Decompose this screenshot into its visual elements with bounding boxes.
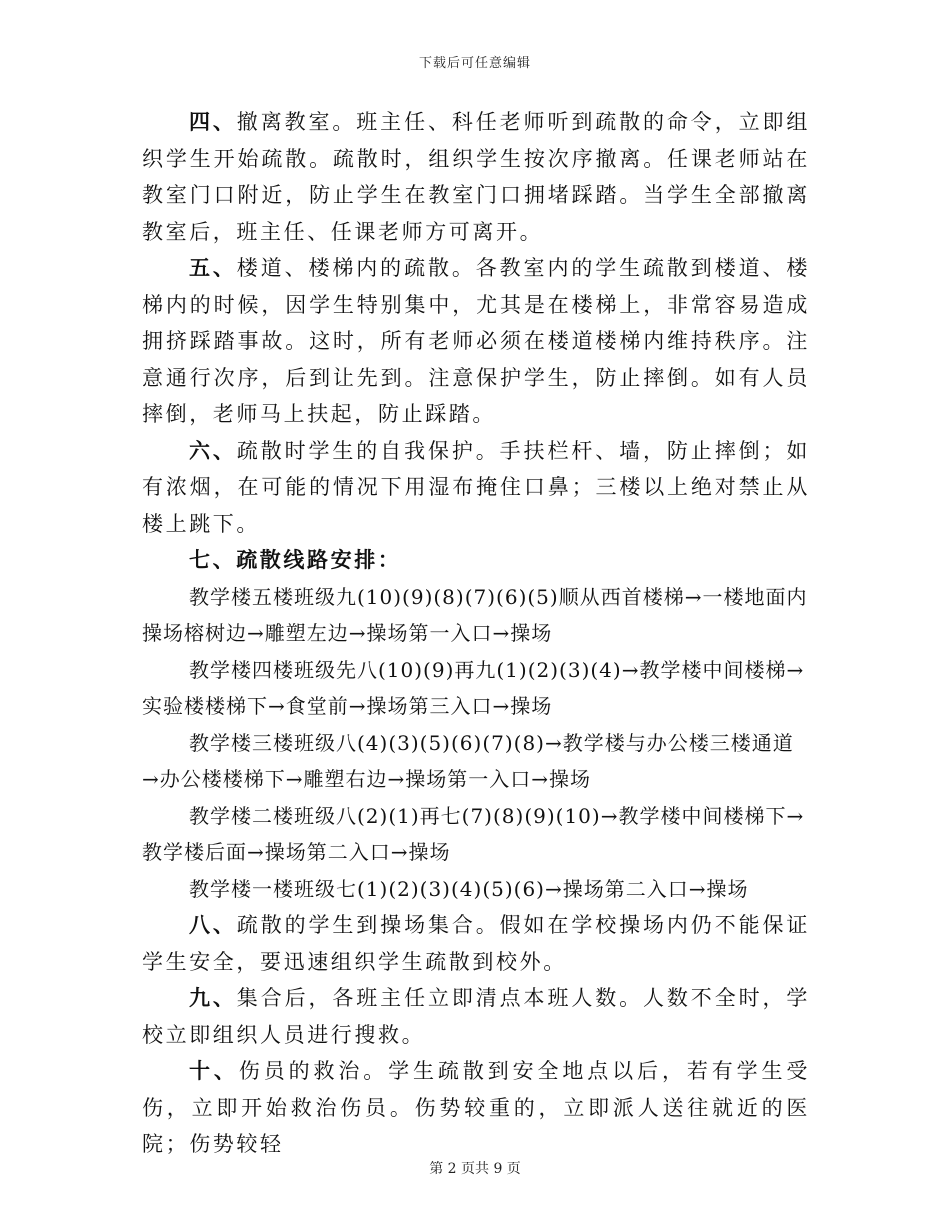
page-header: 下载后可任意编辑	[418, 56, 531, 71]
section-six	[142, 433, 810, 543]
section-text: 伤员的救治。学生疏散到安全地点以后，若有学生受伤，立即开始救治伤员。伤势较重的，立即派人送往就近的医院；伤势较轻	[142, 1059, 810, 1156]
section-nine	[142, 980, 810, 1053]
section-text: 疏散时学生的自我保护。手扶栏杆、墙，防止摔倒；如有浓烟，在可能的情况下用湿布掩住口鼻；三楼以上绝对禁止从楼上跳下。	[142, 438, 810, 536]
section-number: 五、	[189, 256, 237, 280]
route-item: 教学楼五楼班级九(10)(9)(8)(7)(6)(5)顺从西首楼梯→一楼地面内操场榕树边→雕塑左边→操场第一入口→操场	[142, 584, 808, 645]
route-item: 教学楼二楼班级八(2)(1)再七(7)(8)(9)(10)→教学楼中间楼梯下→教学楼后面→操场第二入口→操场	[142, 803, 805, 864]
section-eight	[142, 907, 810, 980]
section-number: 十、	[189, 1059, 239, 1083]
section-number: 四、	[189, 110, 237, 134]
page-footer: 第 2 页共 9 页	[429, 1161, 521, 1177]
section-number: 六、	[189, 438, 237, 463]
section-text: 疏散的学生到操场集合。假如在学校操场内仍不能保证学生安全，要迅速组织学生疏散到校外。	[142, 913, 810, 974]
section-number: 九、	[189, 986, 237, 1010]
route-item: 教学楼四楼班级先八(10)(9)再九(1)(2)(3)(4)→教学楼中间楼梯→实验楼楼梯下→食堂前→操场第三入口→操场	[142, 657, 805, 718]
section-ten	[142, 1053, 810, 1163]
section-number: 八、	[189, 913, 237, 937]
section-text: 集合后，各班主任立即清点本班人数。人数不全时，学校立即组织人员进行搜救。	[142, 986, 810, 1047]
document-body	[142, 104, 810, 1163]
route-item: 教学楼三楼班级八(4)(3)(5)(6)(7)(8)→教学楼与办公楼三楼通道→办公楼楼梯下→雕塑右边→操场第一入口→操场	[142, 730, 794, 791]
route-heading: 七、疏散线路安排：	[189, 548, 402, 572]
section-five	[142, 250, 810, 433]
route-item: 教学楼一楼班级七(1)(2)(3)(4)(5)(6)→操场第二入口→操场	[189, 876, 749, 901]
section-four	[142, 104, 810, 250]
section-text: 撤离教室。班主任、科任老师听到疏散的命令，立即组织学生开始疏散。疏散时，组织学生按次序撤离。任课老师站在教室门口附近，防止学生在教室门口拥堵踩踏。当学生全部撤离教室后，班主任、任课老师方可离开。	[142, 110, 810, 244]
section-text: 楼道、楼梯内的疏散。各教室内的学生疏散到楼道、楼梯内的时候，因学生特别集中，尤其是在楼梯上，非常容易造成拥挤踩踏事故。这时，所有老师必须在楼道楼梯内维持秩序。注意通行次序，后到让先到。注意保护学生，防止摔倒。如有人员摔倒，老师马上扶起，防止踩踏。	[142, 256, 810, 426]
